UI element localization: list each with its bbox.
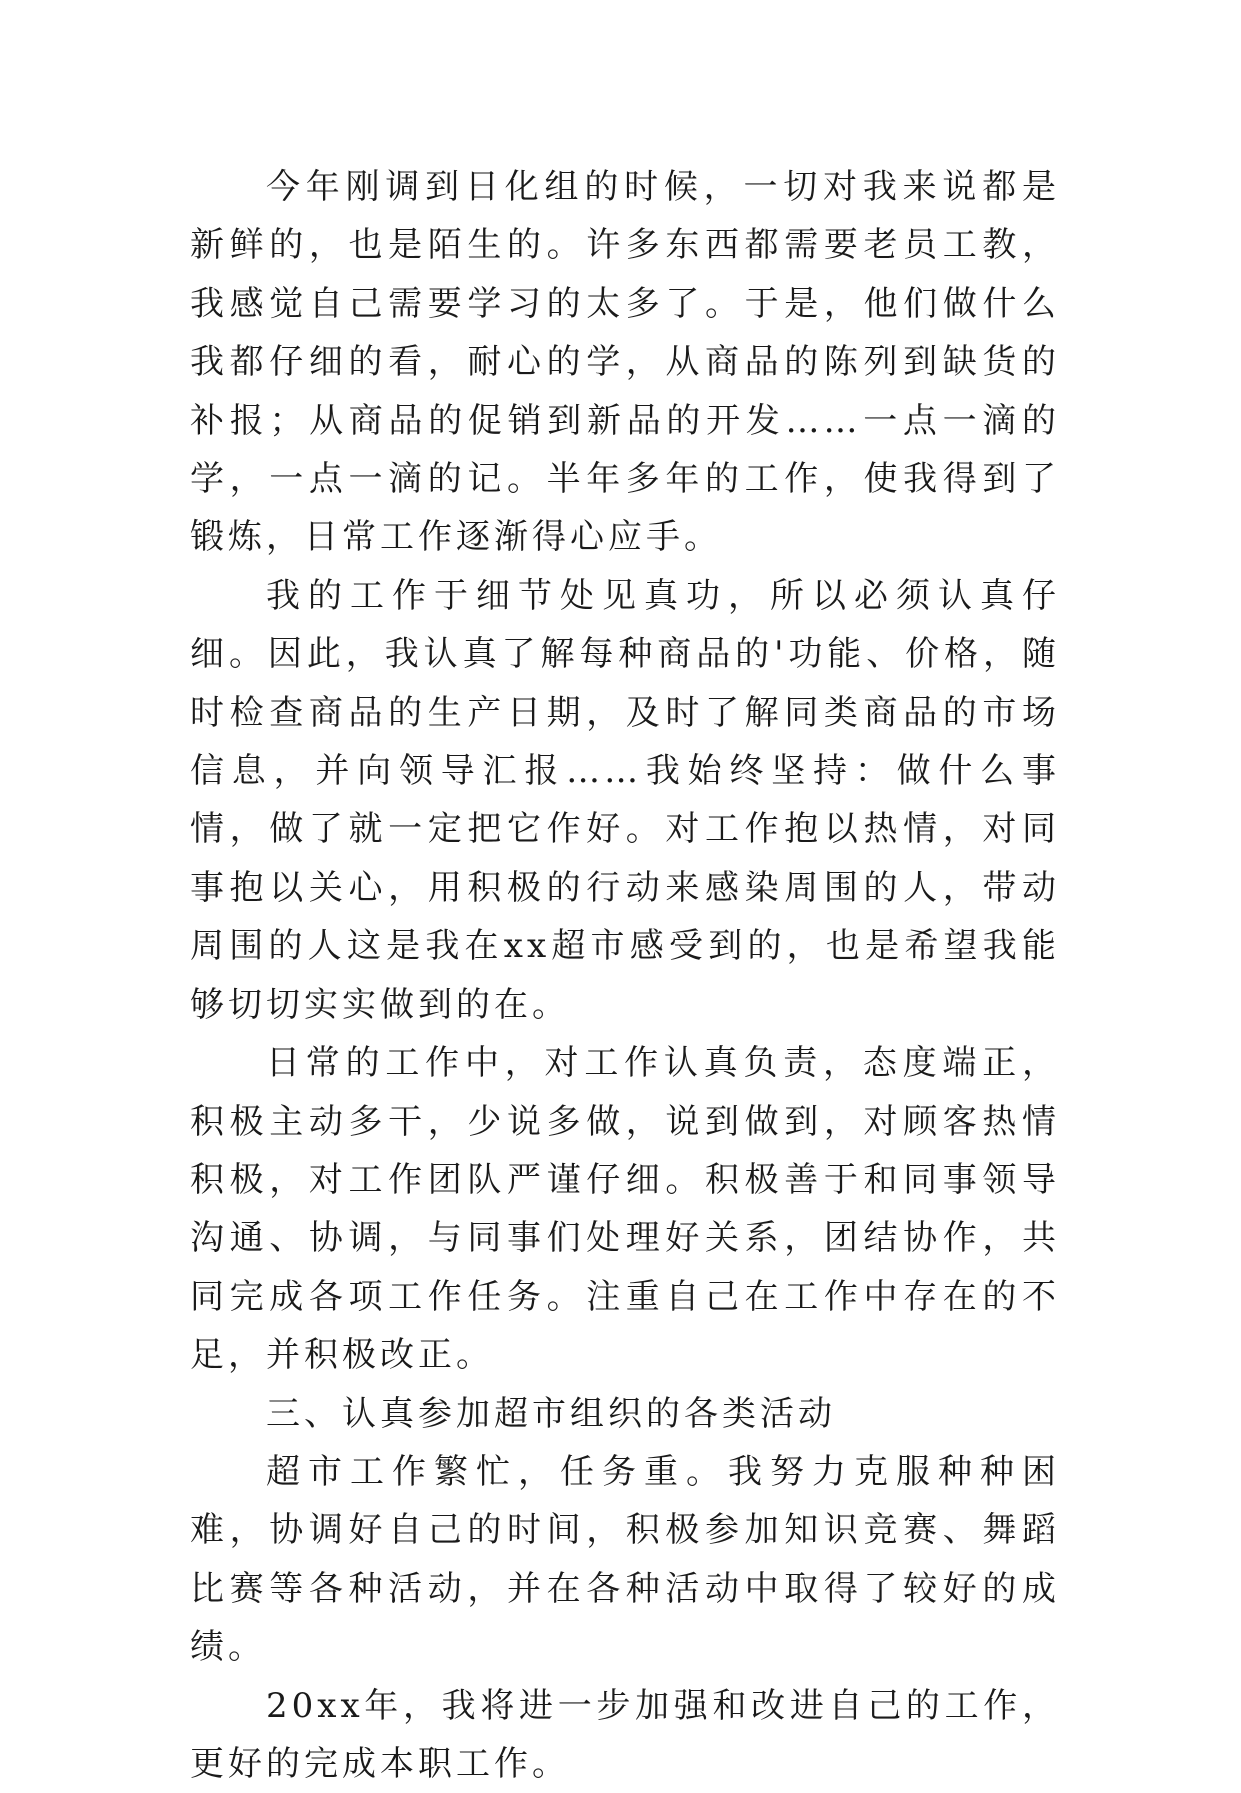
section-heading: 三、认真参加超市组织的各类活动 [266, 1393, 836, 1434]
paragraph-2: 我的工作于细节处见真功，所以必须认真仔细。因此，我认真了解每种商品的'功能、价格，随时检查商品的生产日期，及时了解同类商品的市场信息，并向领导汇报……我始终坚持：做什么事情，做了就一定把它作好。对工作抱以热情，对同事抱以关心，用积极的行动来感染周围的人，带动周围的人这是我在xx超市感受到的，也是希望我能够切切实实做到的在。 [190, 575, 1060, 1025]
document-body [190, 158, 1060, 1793]
paragraph-3: 日常的工作中，对工作认真负责，态度端正，积极主动多干，少说多做，说到做到，对顾客热情积极，对工作团队严谨仔细。积极善于和同事领导沟通、协调，与同事们处理好关系，团结协作，共同完成各项工作任务。注重自己在工作中存在的不足，并积极改正。 [190, 1043, 1060, 1376]
paragraph-5: 20xx年，我将进一步加强和改进自己的工作，更好的完成本职工作。 [190, 1685, 1060, 1784]
paragraph-1: 今年刚调到日化组的时候，一切对我来说都是新鲜的，也是陌生的。许多东西都需要老员工教，我感觉自己需要学习的太多了。于是，他们做什么我都仔细的看，耐心的学，从商品的陈列到缺货的补报；从商品的促销到新品的开发……一点一滴的学，一点一滴的记。半年多年的工作，使我得到了锻炼，日常工作逐渐得心应手。 [190, 167, 1060, 558]
paragraph-4: 超市工作繁忙，任务重。我努力克服种种困难，协调好自己的时间，积极参加知识竞赛、舞蹈比赛等各种活动，并在各种活动中取得了较好的成绩。 [190, 1451, 1060, 1668]
